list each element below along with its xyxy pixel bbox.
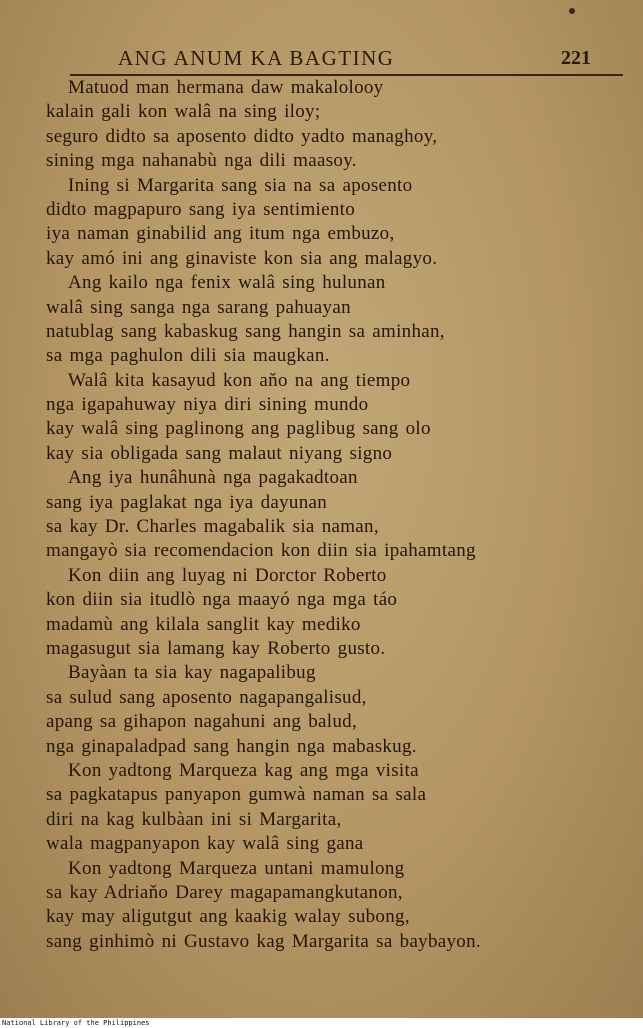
verse-line: mangayò sia recomendacion kon diin sia ipahamtang xyxy=(46,540,476,562)
verse-line: Walâ kita kasayud kon aňo na ang tiempo xyxy=(68,369,411,391)
verse-line: nga igapahuway niya diri sining mundo xyxy=(46,394,369,416)
stanza xyxy=(46,369,626,467)
stanza xyxy=(46,661,626,759)
verse-line: Ining si Margarita sang sia na sa aposento xyxy=(68,174,413,196)
library-credit: National Library of the Philippines xyxy=(2,1019,150,1027)
verse-line: Kon yadtong Marqueza kag ang mga visita xyxy=(68,759,419,781)
verse-line: sa mga paghulon dili sia maugkan. xyxy=(46,345,330,367)
verse-line: Ang kailo nga fenix walâ sing hulunan xyxy=(68,272,386,294)
verse-line: sa pagkatapus panyapon gumwà naman sa sala xyxy=(46,784,427,806)
poem-body xyxy=(46,76,626,954)
verse-line: apang sa gihapon nagahuni ang balud, xyxy=(46,711,357,733)
verse-line: didto magpapuro sang iya sentimiento xyxy=(46,198,356,220)
verse-line: nga ginapaladpad sang hangin nga mabaskug. xyxy=(46,735,417,757)
verse-line: iya naman ginabilid ang itum nga embuzo, xyxy=(46,223,395,245)
verse-line: Kon yadtong Marqueza untani mamulong xyxy=(68,857,405,879)
stanza xyxy=(46,271,626,369)
stanza xyxy=(46,76,626,174)
verse-line: sa kay Adriaňo Darey magapamangkutanon, xyxy=(46,881,403,903)
verse-line: kon diin sia itudlò nga maayó nga mga táo xyxy=(46,589,398,611)
verse-line: sang iya paglakat nga iya dayunan xyxy=(46,491,328,513)
footer-strip xyxy=(0,1018,643,1028)
ink-speck xyxy=(569,8,575,14)
verse-line: natublag sang kabaskug sang hangin sa aminhan, xyxy=(46,320,445,342)
verse-line: sa sulud sang aposento nagapangalisud, xyxy=(46,686,367,708)
page-number: 221 xyxy=(561,47,591,69)
stanza xyxy=(46,564,626,662)
stanza xyxy=(46,466,626,564)
verse-line: Matuod man hermana daw makalolooy xyxy=(68,77,384,98)
verse-line: madamù ang kilala sanglit kay mediko xyxy=(46,613,361,635)
verse-line: kay may aligutgut ang kaakig walay subong, xyxy=(46,906,410,928)
stanza xyxy=(46,759,626,857)
verse-line: sining mga nahanabù nga dili maasoy. xyxy=(46,150,357,172)
verse-line: Kon diin ang luyag ni Dorctor Roberto xyxy=(68,564,387,586)
verse-line: wala magpanyapon kay walâ sing gana xyxy=(46,833,364,855)
running-head-title: ANG ANUM KA BAGTING xyxy=(118,46,395,70)
verse-line: kay walâ sing paglinong ang paglibug sang olo xyxy=(46,418,431,440)
verse-line: magasugut sia lamang kay Roberto gusto. xyxy=(46,637,386,659)
verse-line: seguro didto sa aposento didto yadto managhoy, xyxy=(46,125,438,147)
running-head xyxy=(70,44,623,76)
verse-line: Ang iya hunâhunà nga pagakadtoan xyxy=(68,467,358,489)
verse-line: kalain gali kon walâ na sing iloy; xyxy=(46,101,321,123)
verse-line: sang ginhimò ni Gustavo kag Margarita sa baybayon. xyxy=(46,930,481,952)
verse-line: walâ sing sanga nga sarang pahuayan xyxy=(46,296,351,318)
stanza xyxy=(46,174,626,272)
verse-line: kay amó ini ang ginaviste kon sia ang malagyo. xyxy=(46,247,438,269)
verse-line: sa kay Dr. Charles magabalik sia naman, xyxy=(46,516,379,538)
stanza xyxy=(46,857,626,955)
verse-line: diri na kag kulbàan ini si Margarita, xyxy=(46,808,342,830)
verse-line: kay sia obligada sang malaut niyang signo xyxy=(46,442,393,464)
verse-line: Bayàan ta sia kay nagapalibug xyxy=(68,662,316,684)
